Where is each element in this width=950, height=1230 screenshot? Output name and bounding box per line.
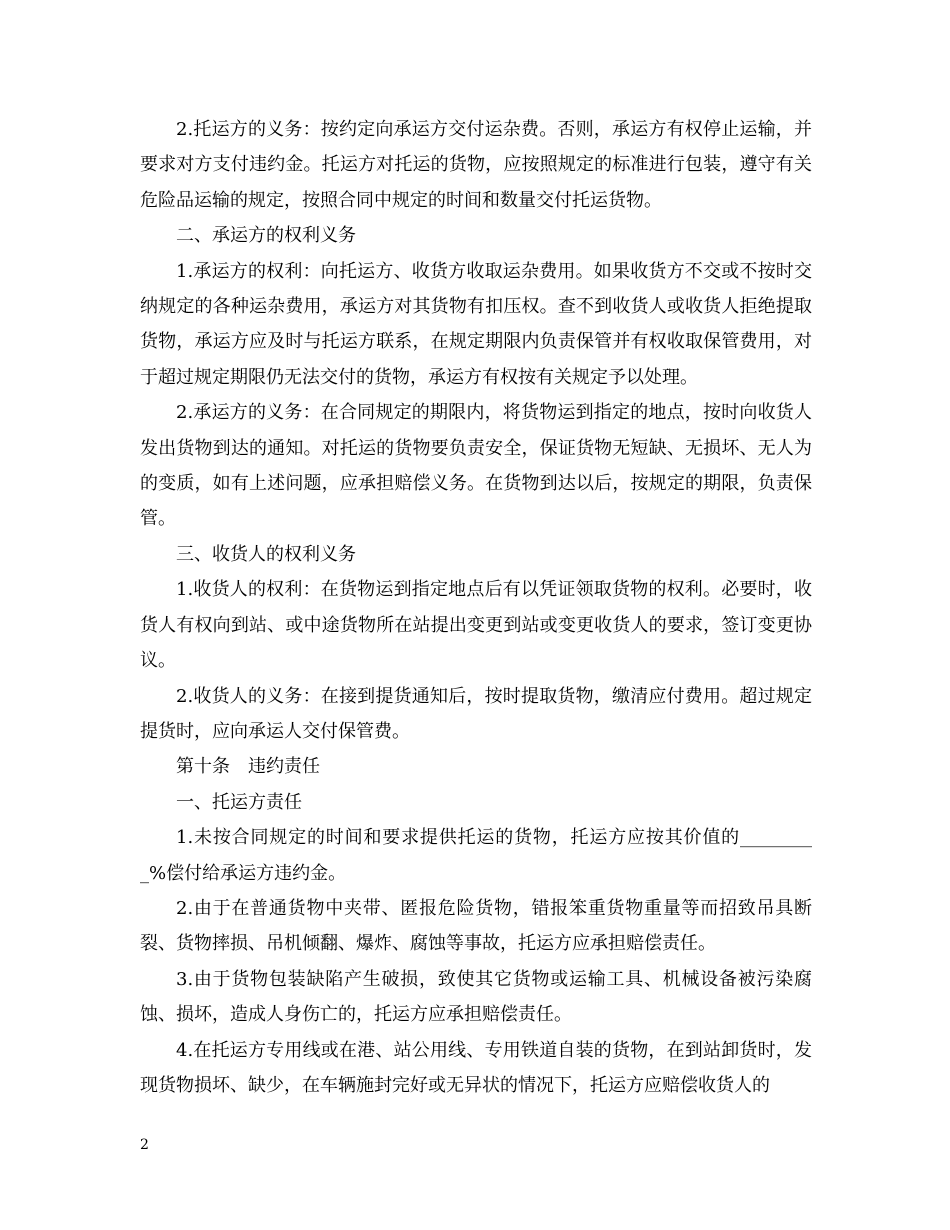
paragraph-consignee-obligations: 2.收货人的义务：在接到提货通知后，按时提取货物，缴清应付费用。超过规定提货时，应向承运人交付保管费。	[140, 685, 812, 742]
paragraph-carrier-rights: 1.承运方的权利：向托运方、收货方收取运杂费用。如果收货方不交或不按时交纳规定的各种运杂费用，承运方对其货物有扣压权。查不到收货人或收货人拒绝提取货物，承运方应及时与托运方联系，在规定期限内负责保管并有权收取保管费用，对于超过规定期限仍无法交付的货物，承运方有权按有关规定予以处理。	[140, 260, 812, 388]
heading-consignee-rights-obligations: 三、收货人的权利义务	[176, 543, 356, 565]
paragraph-liability-item-1: 1.未按合同规定的时间和要求提供托运的货物，托运方应按其价值的_________%偿付给承运方违约金。	[140, 827, 812, 884]
paragraph-liability-item-4: 4.在托运方专用线或在港、站公用线、专用铁道自装的货物，在到站卸货时，发现货物损坏、缺少，在车辆施封完好或无异状的情况下，托运方应赔偿收货人的	[140, 1039, 812, 1096]
paragraph-liability-item-3: 3.由于货物包装缺陷产生破损，致使其它货物或运输工具、机械设备被污染腐蚀、损坏，造成人身伤亡的，托运方应承担赔偿责任。	[140, 968, 812, 1026]
paragraph-consignee-rights: 1.收货人的权利：在货物运到指定地点后有以凭证领取货物的权利。必要时，收货人有权向到站、或中途货物所在站提出变更到站或变更收货人的要求，签订变更协议。	[140, 579, 812, 672]
paragraph-liability-item-2: 2.由于在普通货物中夹带、匿报危险货物，错报笨重货物重量等而招致吊具断裂、货物摔损、吊机倾翻、爆炸、腐蚀等事故，托运方应承担赔偿责任。	[140, 897, 812, 955]
paragraph-shipper-obligations: 2.托运方的义务：按约定向承运方交付运杂费。否则，承运方有权停止运输，并要求对方支付违约金。托运方对托运的货物，应按照规定的标准进行包装，遵守有关危险品运输的规定，按照合同中规定的时间和数量交付托运货物。	[140, 119, 812, 211]
heading-shipper-liability: 一、托运方责任	[176, 791, 302, 813]
heading-article-10-liability: 第十条 违约责任	[176, 756, 320, 778]
heading-carrier-rights-obligations: 二、承运方的权利义务	[176, 225, 356, 247]
paragraph-carrier-obligations: 2.承运方的义务：在合同规定的期限内，将货物运到指定的地点，按时向收货人发出货物到达的通知。对托运的货物要负责安全，保证货物无短缺、无损坏、无人为的变质，如有上述问题，应承担赔偿义务。在货物到达以后，按规定的期限，负责保管。	[140, 402, 812, 530]
page-number: 2	[140, 1137, 149, 1153]
document-body	[140, 112, 812, 1103]
